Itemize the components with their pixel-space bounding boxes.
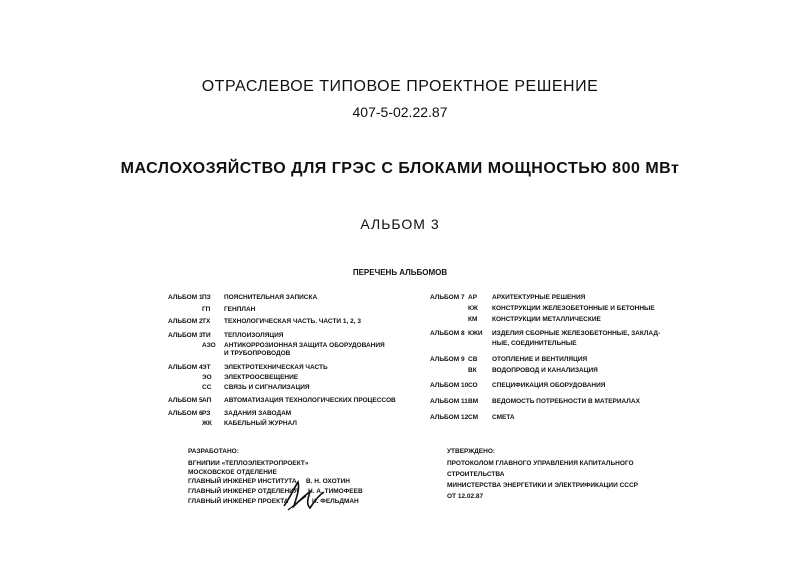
developed-department: МОСКОВСКОЕ ОТДЕЛЕНИЕ [188,469,277,476]
list-item-abbr: КЖИ [468,330,483,337]
list-item-album: АЛЬБОМ 11 [430,398,468,405]
list-item-name: КОНСТРУКЦИИ ЖЕЛЕЗОБЕТОННЫЕ И БЕТОННЫЕ [492,305,655,312]
list-item-abbr: КЖ [468,305,478,312]
developed-org: ВГНИПИИ «ТЕПЛОЭЛЕКТРОПРОЕКТ» [188,460,309,467]
list-item-name: СВЯЗЬ И СИГНАЛИЗАЦИЯ [224,384,310,391]
list-item-album: АЛЬБОМ 7 [430,294,465,301]
list-item-abbr: ГП [202,306,211,313]
list-item-name: И ТРУБОПРОВОДОВ [224,350,291,357]
list-item-name: АРХИТЕКТУРНЫЕ РЕШЕНИЯ [492,294,586,301]
list-item-name: ЭЛЕКТРОТЕХНИЧЕСКАЯ ЧАСТЬ [224,364,328,371]
document-series-title: ОТРАСЛЕВОЕ ТИПОВОЕ ПРОЕКТНОЕ РЕШЕНИЕ [201,78,599,95]
document-title: МАСЛОХОЗЯЙСТВО ДЛЯ ГРЭС С БЛОКАМИ МОЩНОСТЬЮ 800 МВт [120,160,680,177]
approved-line: ПРОТОКОЛОМ ГЛАВНОГО УПРАВЛЕНИЯ КАПИТАЛЬНОГО [447,460,634,467]
list-item-abbr: АЗО [202,342,216,349]
list-item-abbr: СО [468,382,478,389]
list-item-album: АЛЬБОМ 9 [430,356,465,363]
document-code: 407-5-02.22.87 [352,104,448,120]
list-item-album: АЛЬБОМ 6 [168,410,203,417]
list-item-name: ТЕПЛОИЗОЛЯЦИЯ [224,332,284,339]
list-item-abbr: СМ [468,414,479,421]
list-item-abbr: ВК [468,367,477,374]
list-item-abbr: ЖК [202,420,212,427]
approved-block [447,447,638,501]
list-item-album: АЛЬБОМ 12 [430,414,469,421]
list-item-name: КОНСТРУКЦИИ МЕТАЛЛИЧЕСКИЕ [492,316,601,323]
list-item-name: АВТОМАТИЗАЦИЯ ТЕХНОЛОГИЧЕСКИХ ПРОЦЕССОВ [224,397,396,404]
list-item-name: ГЕНПЛАН [224,306,256,313]
list-item-name: НЫЕ, СОЕДИНИТЕЛЬНЫЕ [492,340,577,347]
list-item-abbr: АП [202,397,212,404]
approved-date: ОТ 12.02.87 [447,493,484,500]
signature-role: ГЛАВНЫЙ ИНЖЕНЕР ПРОЕКТА [188,498,289,505]
developed-label: РАЗРАБОТАНО: [188,448,239,455]
signature-name: Н. А. ТИМОФЕЕВ [308,488,363,495]
list-item-album: АЛЬБОМ 10 [430,382,469,389]
list-item-abbr: ЭТ [202,364,211,371]
signature-role: ГЛАВНЫЙ ИНЖЕНЕР ОТДЕЛЕНИЯ [188,488,299,495]
album-number: АЛЬБОМ 3 [360,216,440,232]
list-item-name: СМЕТА [492,414,515,421]
list-item-abbr: ПЗ [202,294,211,301]
list-item-name: ПОЯСНИТЕЛЬНАЯ ЗАПИСКА [224,294,318,301]
list-item-abbr: СС [202,384,212,391]
list-item-name: ЗАДАНИЯ ЗАВОДАМ [224,410,292,417]
list-item-abbr: ВМ [468,398,479,405]
list-item-album: АЛЬБОМ 4 [168,364,203,371]
album-list-title: ПЕРЕЧЕНЬ АЛЬБОМОВ [352,268,448,277]
list-item-abbr: ЭО [202,374,212,381]
signature-role: ГЛАВНЫЙ ИНЖЕНЕР ИНСТИТУТА [188,478,297,485]
list-item-name: ОТОПЛЕНИЕ И ВЕНТИЛЯЦИЯ [492,356,588,363]
list-item-name: ИЗДЕЛИЯ СБОРНЫЕ ЖЕЛЕЗОБЕТОННЫЕ, ЗАКЛАД- [492,330,661,337]
list-item-name: ВОДОПРОВОД И КАНАЛИЗАЦИЯ [492,367,598,374]
list-item-name: ЭЛЕКТРООСВЕЩЕНИЕ [224,374,299,381]
signature-name: В. Н. ОХОТИН [306,478,350,485]
list-item-name: ТЕХНОЛОГИЧЕСКАЯ ЧАСТЬ. ЧАСТИ 1, 2, 3 [224,318,361,325]
list-item-name: ВЕДОМОСТЬ ПОТРЕБНОСТИ В МАТЕРИАЛАХ [492,398,640,405]
list-item-album: АЛЬБОМ 5 [168,397,203,404]
list-item-abbr: СВ [468,356,478,363]
list-item-abbr: РЗ [202,410,211,417]
list-item-album: АЛЬБОМ 8 [430,330,465,337]
list-item-abbr: КМ [468,316,478,323]
list-item-name: КАБЕЛЬНЫЙ ЖУРНАЛ [224,420,297,427]
list-item-abbr: ТИ [202,332,211,339]
list-item-name: АНТИКОРРОЗИОННАЯ ЗАЩИТА ОБОРУДОВАНИЯ [224,342,385,349]
signature-name: И. ФЕЛЬДМАН [312,498,359,505]
approved-line: МИНИСТЕРСТВА ЭНЕРГЕТИКИ И ЭЛЕКТРИФИКАЦИИ СССР [447,482,638,489]
list-item-abbr: АР [468,294,478,301]
list-item-abbr: ТХ [202,318,211,325]
approved-label: УТВЕРЖДЕНО: [447,448,496,455]
list-item-album: АЛЬБОМ 1 [168,294,203,301]
list-item-album: АЛЬБОМ 3 [168,332,203,339]
list-item-album: АЛЬБОМ 2 [168,318,203,325]
handwritten-signature [280,476,330,514]
approved-line: СТРОИТЕЛЬСТВА [447,471,505,478]
list-item-name: СПЕЦИФИКАЦИЯ ОБОРУДОВАНИЯ [492,382,606,389]
